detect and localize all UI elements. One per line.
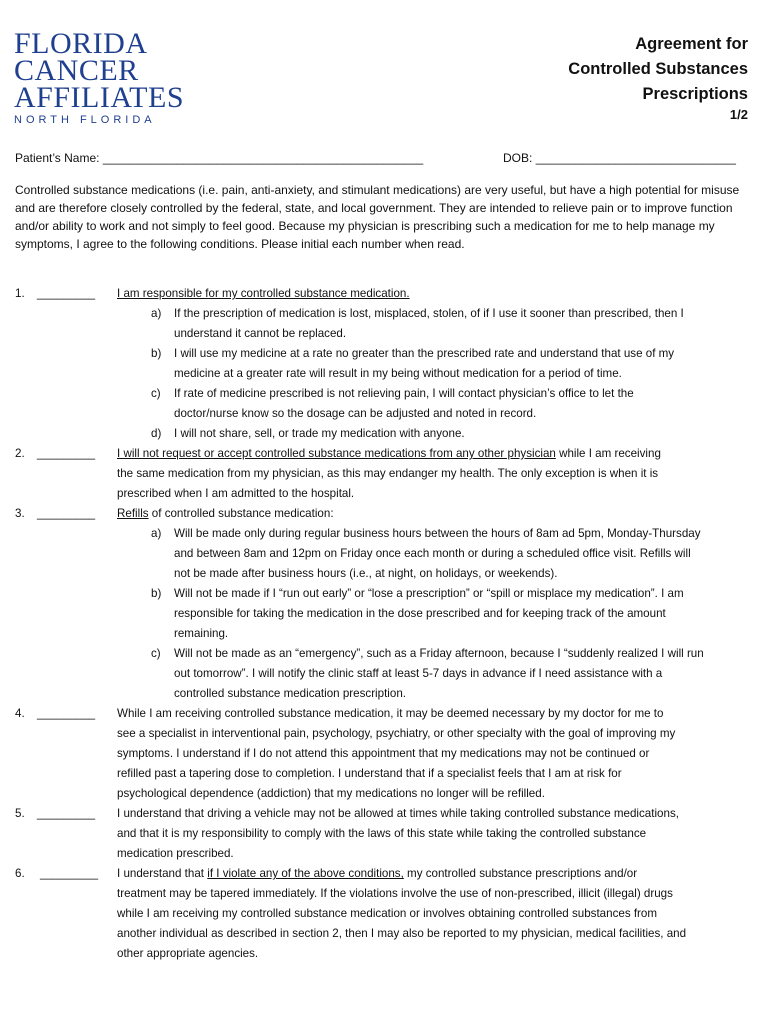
item-3a-line: not be made after business hours (i.e., at night, on holidays, or weekends). (174, 567, 558, 580)
item-2-initial-blank[interactable]: _________ (37, 447, 96, 460)
patient-name-label: Patient’s Name: (15, 151, 100, 165)
title-line-3: Prescriptions (642, 85, 748, 103)
item-5-line: I understand that driving a vehicle may not be allowed at times while taking controlled substance medications, (117, 807, 679, 820)
item-4-line: psychological dependence (addiction) that my medications no longer will be refilled. (117, 787, 545, 800)
item-4-line: While I am receiving controlled substance medication, it may be deemed necessary by my doctor for me to (117, 707, 664, 720)
item-6-initial-blank[interactable]: _________ (40, 867, 99, 880)
item-6-line: while I am receiving my controlled substance medication or involves obtaining controlled substances from (117, 907, 658, 920)
item-3-line (117, 507, 334, 520)
item-3b-label: b) (151, 587, 162, 600)
item-5-initial-blank[interactable]: _________ (37, 807, 96, 820)
title-line-1: Agreement for (635, 35, 748, 53)
company-logo (14, 27, 185, 126)
item-1-line: I am responsible for my controlled substance medication. (117, 287, 410, 300)
item-6-line (117, 867, 637, 880)
dob-label: DOB: (503, 151, 533, 165)
item-5-number: 5. (15, 807, 25, 820)
item-1b-label: b) (151, 347, 162, 360)
logo-line-affiliates: AFFILIATES (14, 81, 185, 114)
dob-blank[interactable]: ______________________________ (535, 151, 736, 165)
item-1b-line: I will use my medicine at a rate no greater than the prescribed rate and understand that use of my (174, 347, 675, 360)
item-3c-line: controlled substance medication prescription. (174, 687, 406, 700)
item-3c-label: c) (151, 647, 161, 660)
item-2-text: while I am receiving (555, 447, 661, 460)
item-5-line: and that it is my responsibility to comply with the laws of this state while taking the controlled substance (117, 827, 647, 840)
logo-line-north-florida: NORTH FLORIDA (14, 114, 156, 126)
item-4-line: refilled past a tapering dose to completion. I understand that if a specialist feels that I am at risk for (117, 767, 622, 780)
intro-paragraph: Controlled substance medications (i.e. pain, anti-anxiety, and stimulant medications) are very useful, but have a high potential for misuse and are therefore closely controlled by the federal, state, and local government. They are intended to relieve pain or to improve function and/or ability to work and not simply to feel good. Because my physician is prescribing such a medication for me to help manage my symptoms, I agree to the following conditions. Please initial each number when read. (15, 183, 740, 251)
item-6-line: another individual as described in section 2, then I may also be reported to my physician, medical facilities, and (117, 927, 687, 940)
patient-name-blank[interactable]: ________________________________________________ (102, 151, 424, 165)
item-4-number: 4. (15, 707, 25, 720)
item-6-line: other appropriate agencies. (117, 947, 259, 960)
item-1d-line: I will not share, sell, or trade my medication with anyone. (174, 427, 465, 440)
item-3c-line: out tomorrow”. I will notify the clinic staff at least 5-7 days in advance if I need assistance with a (174, 667, 663, 680)
item-2-line (117, 447, 661, 460)
item-3-underlined-text: Refills (117, 507, 149, 520)
item-1d-label: d) (151, 427, 162, 440)
item-1a-line: If the prescription of medication is lost, misplaced, stolen, of if I use it sooner than prescribed, then I (174, 307, 684, 320)
item-3-number: 3. (15, 507, 25, 520)
item-6-text: I understand that (117, 867, 208, 880)
item-1a-label: a) (151, 307, 162, 320)
logo-line-cancer: CANCER (14, 54, 139, 87)
document-title (568, 32, 748, 107)
item-3b-line: remaining. (174, 627, 229, 640)
item-2-number: 2. (15, 447, 25, 460)
item-3-initial-blank[interactable]: _________ (37, 507, 96, 520)
item-1c-line: doctor/nurse know so the dosage can be adjusted and noted in record. (174, 407, 537, 420)
item-3b-line: responsible for taking the medication in the dose prescribed and for keeping track of the amount (174, 607, 666, 620)
item-3a-line: Will be made only during regular business hours between the hours of 8am ad 5pm, Monday-Thursday (174, 527, 701, 540)
patient-name-field[interactable] (15, 151, 423, 165)
item-3a-label: a) (151, 527, 162, 540)
item-6-line: treatment may be tapered immediately. If the violations involve the use of non-prescribed, illicit (illegal) drugs (117, 887, 673, 900)
item-3a-line: and between 8am and 12pm on Friday once each month or during a scheduled office visit. Refills will (174, 547, 691, 560)
item-1c-label: c) (151, 387, 161, 400)
item-1b-line: medicine at a greater rate will result in my being without medication for a period of time. (174, 367, 622, 380)
item-4-line: see a specialist in interventional pain, psychology, psychiatry, or other specialty with the goal of improving my (117, 727, 676, 740)
title-line-2: Controlled Substances (568, 60, 748, 78)
item-2-underlined-text: I will not request or accept controlled substance medications from any other physician (117, 447, 556, 460)
dob-field[interactable] (503, 151, 736, 165)
item-5-line: medication prescribed. (117, 847, 234, 860)
page-number: 1/2 (729, 107, 748, 122)
item-6-text: my controlled substance prescriptions and/or (403, 867, 638, 880)
item-1c-line: If rate of medicine prescribed is not relieving pain, I will contact physician’s office to let the (174, 387, 634, 400)
item-1a-line: understand it cannot be replaced. (174, 327, 347, 340)
logo-line-florida: FLORIDA (14, 27, 148, 60)
item-6-number: 6. (15, 867, 25, 880)
item-4-initial-blank[interactable]: _________ (37, 707, 96, 720)
item-2-line: prescribed when I am admitted to the hospital. (117, 487, 355, 500)
item-3b-line: Will not be made if I “run out early” or “lose a prescription” or “spill or misplace my medication”. I am (174, 587, 684, 600)
item-4-line: symptoms. I understand if I do not attend this appointment that my medications may not be continued or (117, 747, 650, 760)
item-1-number: 1. (15, 287, 25, 300)
item-1-initial-blank[interactable]: _________ (37, 287, 96, 300)
item-2-line: the same medication from my physician, as this may endanger my health. The only exception is when it is (117, 467, 659, 480)
item-3-text: of controlled substance medication: (148, 507, 334, 520)
item-6-underlined-text: if I violate any of the above conditions, (207, 867, 404, 880)
item-3c-line: Will not be made as an “emergency”, such as a Friday afternoon, because I “suddenly realized I will run (174, 647, 704, 660)
